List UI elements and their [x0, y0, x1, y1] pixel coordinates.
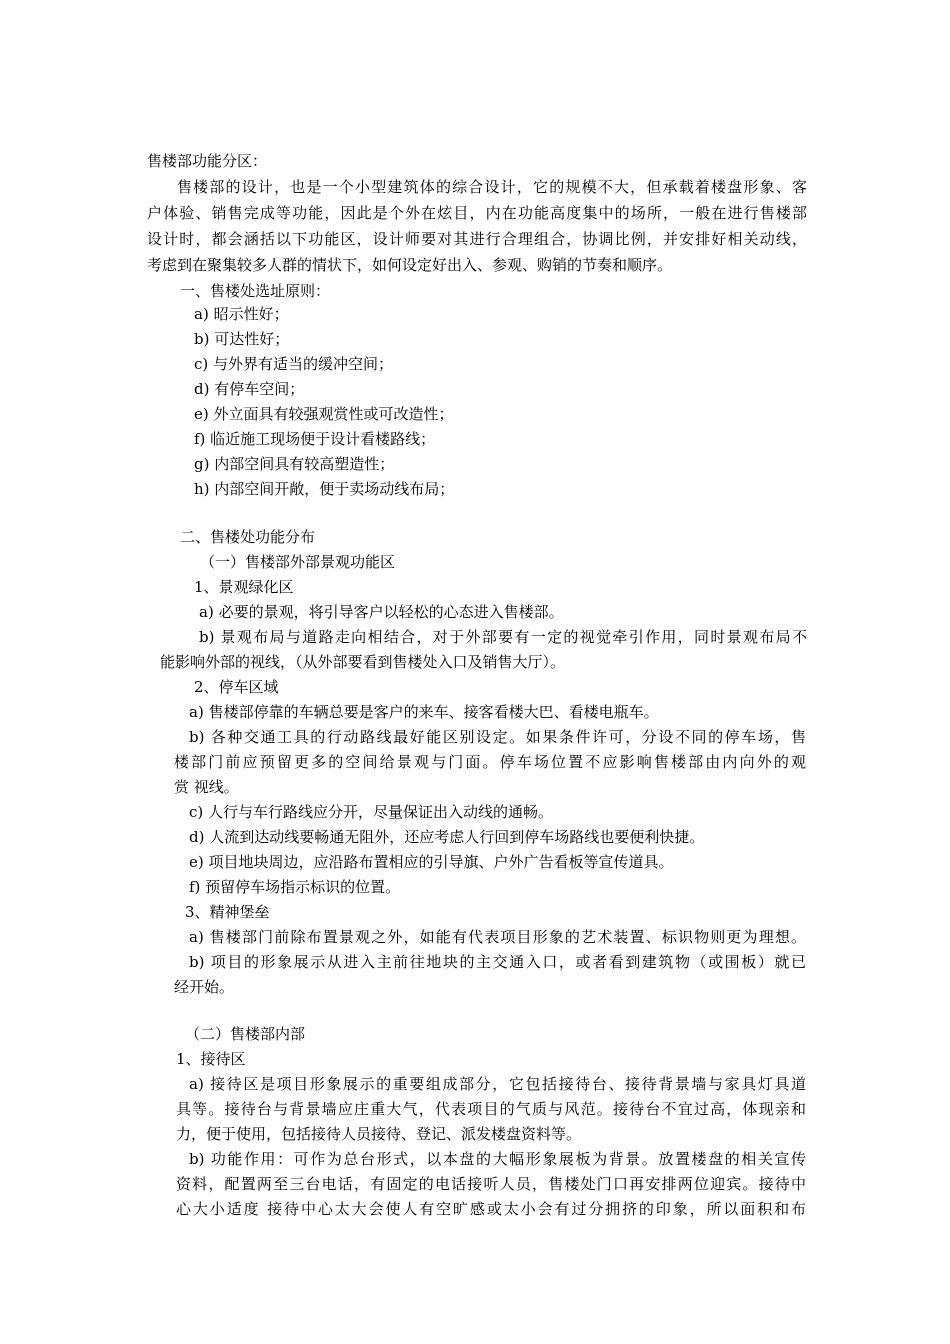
intro-line: 售楼部的设计，也是一个小型建筑体的综合设计，它的规模不大，但承载着楼盘形象、客	[177, 178, 807, 196]
paragraph-line: 赏 视线。	[174, 778, 239, 796]
section-heading: 一、售楼处选址原则：	[180, 282, 331, 300]
list-item: a) 昭示性好；	[194, 305, 289, 323]
paragraph-line: b) 功能作用：可作为总台形式，以本盘的大幅形象展板为背景。放置楼盘的相关宣传	[189, 1150, 806, 1168]
section-heading: 二、售楼处功能分布	[180, 528, 316, 546]
paragraph-line: c) 人行与车行路线应分开，尽量保证出入动线的通畅。	[189, 803, 554, 821]
list-item: g) 内部空间具有较高塑造性；	[194, 455, 395, 473]
paragraph-line: b) 各种交通工具的行动路线最好能区别设定。如果条件许可，分设不同的停车场，售	[189, 728, 806, 746]
subsection-heading: （一）售楼部外部景观功能区	[200, 553, 396, 571]
paragraph-line: a) 售楼部停靠的车辆总要是客户的来车、接客看楼大巴、看楼电瓶车。	[189, 703, 659, 721]
intro-line: 设计时，都会涵括以下功能区，设计师要对其进行合理组合，协调比例，并安排好相关动线，	[147, 230, 807, 248]
intro-line: 考虑到在聚集较多人群的情状下，如何设定好出入、参观、购销的节奏和顺序。	[147, 256, 673, 274]
paragraph-heading: 3、精神堡垒	[185, 903, 270, 921]
paragraph-line: a) 接待区是项目形象展示的重要组成部分，它包括接待台、接待背景墙与家具灯具道	[189, 1075, 806, 1093]
list-item: e) 外立面具有较强观赏性或可改造性；	[194, 405, 454, 423]
paragraph-line: 楼部门前应预留更多的空间给景观与门面。停车场位置不应影响售楼部由内向外的观	[174, 753, 806, 771]
list-item: f) 临近施工现场便于设计看楼路线；	[194, 430, 436, 448]
list-item: c) 与外界有适当的缓冲空间；	[194, 355, 394, 373]
paragraph-heading: 1、景观绿化区	[194, 578, 294, 596]
paragraph-line: 资料，配置两至三台电话，有固定的电话接听人员，售楼处门口再安排两位迎宾。接待中	[176, 1175, 806, 1193]
paragraph-line: d) 人流到达动线要畅通无阻外，还应考虑人行回到停车场路线也要便利快捷。	[189, 828, 705, 846]
list-item: b) 可达性好；	[194, 330, 290, 348]
paragraph-heading: 1、接待区	[176, 1050, 246, 1068]
list-item: h) 内部空间开敞，便于卖场动线布局；	[194, 480, 455, 498]
paragraph-line: 力，便于使用，包括接待人员接待、登记、派发楼盘资料等。	[176, 1125, 582, 1143]
paragraph-line: e) 项目地块周边，应沿路布置相应的引导旗、户外广告看板等宣传道具。	[189, 853, 674, 871]
paragraph-line: 经开始。	[174, 978, 235, 996]
subsection-heading: （二）售楼部内部	[185, 1025, 306, 1043]
paragraph-line: b) 景观布局与道路走向相结合，对于外部要有一定的视觉牵引作用，同时景观布局不	[199, 628, 807, 646]
paragraph-line: 心大小适度 接待中心太大会使人有空旷感或太小会有过分拥挤的印象，所以面积和布	[176, 1200, 806, 1218]
paragraph-line: f) 预留停车场指示标识的位置。	[189, 878, 401, 896]
paragraph-line: a) 必要的景观，将引导客户以轻松的心态进入售楼部。	[199, 603, 564, 621]
paragraph-line: 具等。接待台与背景墙应庄重大气，代表项目的气质与风范。接待台不宜过高，体现亲和	[176, 1100, 806, 1118]
intro-line: 户体验、销售完成等功能，因此是个外在炫目，内在功能高度集中的场所，一般在进行售楼部	[147, 204, 807, 222]
paragraph-line: a) 售楼部门前除布置景观之外，如能有代表项目形象的艺术装置、标识物则更为理想。	[189, 928, 806, 946]
paragraph-line: b) 项目的形象展示从进入主前往地块的主交通入口，或者看到建筑物（或围板）就已	[189, 953, 806, 971]
document-title: 售楼部功能分区：	[147, 152, 268, 170]
list-item: d) 有停车空间；	[194, 380, 305, 398]
paragraph-heading: 2、停车区域	[194, 678, 279, 696]
paragraph-line: 能影响外部的视线，（从外部要看到售楼处入口及销售大厅）。	[160, 653, 566, 671]
